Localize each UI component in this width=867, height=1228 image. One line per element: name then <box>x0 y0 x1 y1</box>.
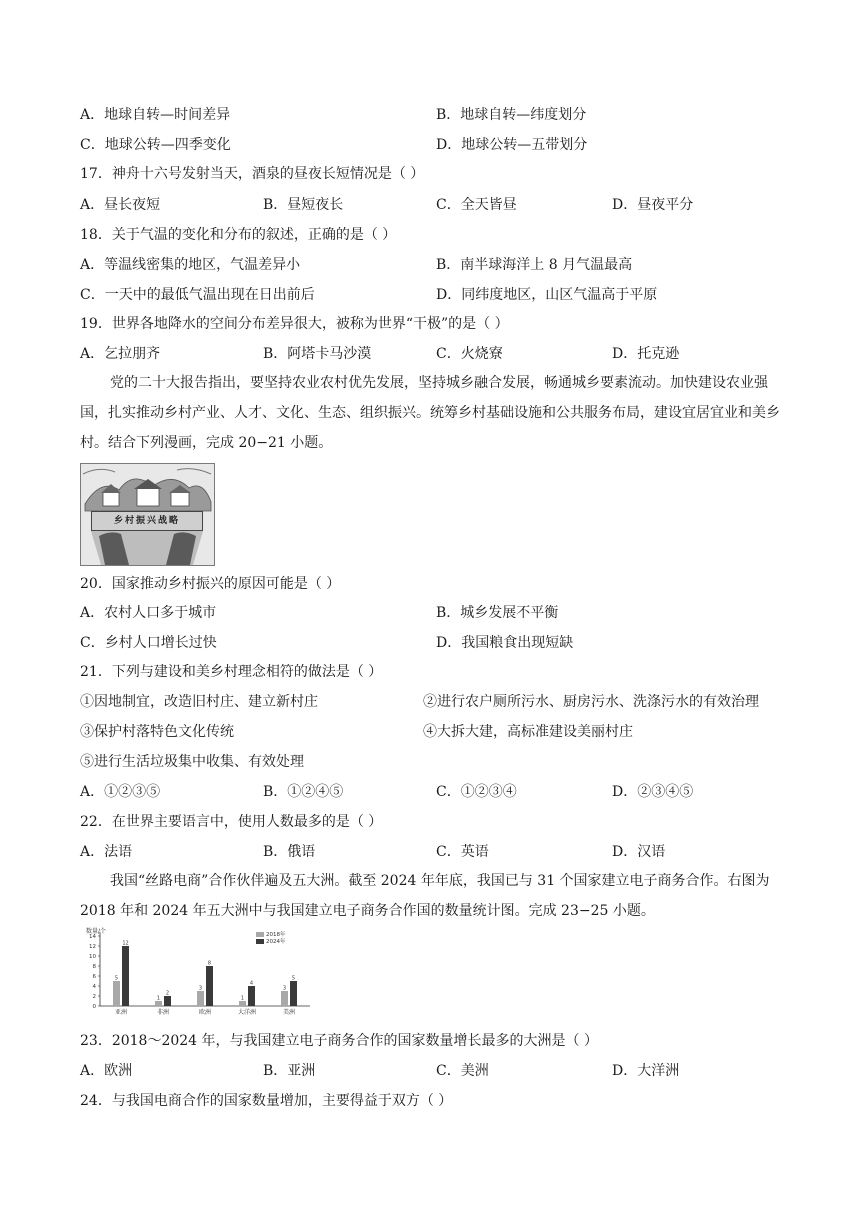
bar-value-label: 3 <box>282 985 287 992</box>
legend-label: 2024年 <box>266 939 286 945</box>
q21-statement-1: ①因地制宜，改造旧村庄、建立新村庄 <box>80 694 318 710</box>
bar <box>206 966 213 1006</box>
x-tick-label: 非洲 <box>156 1009 170 1016</box>
q22-option-b: B．俄语 <box>263 844 316 860</box>
bar-value-label: 2 <box>165 990 170 997</box>
bar <box>290 981 297 1006</box>
x-tick-label: 亚洲 <box>114 1009 128 1016</box>
bar-value-label: 4 <box>249 980 254 987</box>
q16-option-a: A．地球自转—时间差异 <box>80 107 231 123</box>
q21-option-c: C．①②③④ <box>436 784 517 800</box>
q23-option-c: C．美洲 <box>436 1063 489 1079</box>
q17-stem: 17．神舟十六号发射当天，酒泉的昼夜长短情况是（ ） <box>80 166 425 182</box>
bar <box>113 981 120 1006</box>
q20-option-c: C．乡村人口增长过快 <box>80 635 217 651</box>
q23-option-d: D．大洋洲 <box>612 1063 680 1079</box>
bar-value-label: 5 <box>114 975 119 982</box>
y-tick-label: 10 <box>89 954 96 960</box>
q20-stem: 20．国家推动乡村振兴的原因可能是（ ） <box>80 576 341 592</box>
x-tick-label: 大洋洲 <box>237 1009 257 1016</box>
q18-option-b: B．南半球海洋上 8 月气温最高 <box>436 257 633 273</box>
q17-option-b: B．昼短夜长 <box>263 197 344 213</box>
bar <box>281 991 288 1006</box>
q22-option-a: A．法语 <box>80 844 133 860</box>
q23-option-b: B．亚洲 <box>263 1063 316 1079</box>
bar-value-label: 1 <box>240 995 245 1002</box>
y-tick-label: 14 <box>89 934 96 940</box>
q20-option-d: D．我国粮食出现短缺 <box>436 635 574 651</box>
q16-option-c: C．地球公转—四季变化 <box>80 137 231 153</box>
passage-rural-revitalization <box>80 368 788 458</box>
x-tick-label: 美洲 <box>282 1009 296 1016</box>
q22-option-d: D．汉语 <box>612 844 666 860</box>
rural-revitalization-comic <box>80 463 215 566</box>
passage-rural-text: 党的二十大报告指出，要坚持农业农村优先发展，坚持城乡融合发展，畅通城乡要素流动。加快建设农业强国，扎实推动乡村产业、人才、文化、生态、组织振兴。统筹乡村基础设施和公共服务布局，建设宜居宜业和美乡村。结合下列漫画，完成 20−21 小题。 <box>80 375 780 451</box>
q23-option-a: A．欧洲 <box>80 1063 133 1079</box>
bar <box>239 1001 246 1006</box>
ecommerce-cooperation-bar-chart <box>78 926 318 1020</box>
q21-option-a: A．①②③⑤ <box>80 784 161 800</box>
q21-statement-5: ⑤进行生活垃圾集中收集、有效处理 <box>80 754 304 770</box>
y-axis-label: 数量/个 <box>86 928 107 935</box>
q21-option-d: D．②③④⑤ <box>612 784 694 800</box>
bar-value-label: 5 <box>291 975 296 982</box>
bar <box>164 996 171 1006</box>
q22-stem: 22．在世界主要语言中，使用人数最多的是（ ） <box>80 814 383 830</box>
q16-option-b: B．地球自转—纬度划分 <box>436 107 587 123</box>
q23-stem: 23．2018～2024 年，与我国建立电子商务合作的国家数量增长最多的大洲是（ ） <box>80 1033 598 1049</box>
q20-option-a: A．农村人口多于城市 <box>80 605 217 621</box>
q21-statement-4: ④大拆大建，高标准建设美丽村庄 <box>423 724 633 740</box>
bar-value-label: 3 <box>198 985 203 992</box>
q19-option-c: C．火烧寮 <box>436 346 503 362</box>
q17-option-c: C．全天皆昼 <box>436 197 517 213</box>
q19-option-b: B．阿塔卡马沙漠 <box>263 346 372 362</box>
q19-option-d: D．托克逊 <box>612 346 680 362</box>
x-tick-label: 欧洲 <box>198 1009 212 1016</box>
q18-stem: 18．关于气温的变化和分布的叙述，正确的是（ ） <box>80 227 397 243</box>
bar-value-label: 8 <box>207 960 212 967</box>
y-tick-label: 6 <box>92 974 96 980</box>
legend-swatch <box>256 932 264 937</box>
bar <box>155 1001 162 1006</box>
passage-silk-road-ecommerce <box>80 866 788 926</box>
q24-stem: 24．与我国电商合作的国家数量增加，主要得益于双方（ ） <box>80 1093 453 1109</box>
y-tick-label: 12 <box>89 944 96 950</box>
q19-stem: 19．世界各地降水的空间分布差异很大，被称为世界“干极”的是（ ） <box>80 316 509 332</box>
q21-statement-2: ②进行农户厕所污水、厨房污水、洗涤污水的有效治理 <box>423 694 759 710</box>
bar-value-label: 1 <box>156 995 161 1002</box>
q16-option-d: D．地球公转—五带划分 <box>436 137 588 153</box>
y-tick-label: 8 <box>92 964 96 970</box>
passage-ecommerce-text: 我国“丝路电商”合作伙伴遍及五大洲。截至 2024 年年底，我国已与 31 个国家建立电子商务合作。右图为 2018 年和 2024 年五大洲中与我国建立电子商务合作国的数量统计图。完成 23−25 小题。 <box>80 873 770 919</box>
q21-stem: 21．下列与建设和美乡村理念相符的做法是（ ） <box>80 664 383 680</box>
y-tick-label: 4 <box>92 984 96 990</box>
q21-option-b: B．①②④⑤ <box>263 784 344 800</box>
bar <box>122 946 129 1006</box>
y-tick-label: 0 <box>92 1004 96 1010</box>
legend-swatch <box>256 939 264 944</box>
legend-label: 2018年 <box>266 932 286 938</box>
comic-banner-label: 乡村振兴战略 <box>91 511 203 531</box>
bar-value-label: 12 <box>122 940 129 947</box>
q21-statement-3: ③保护村落特色文化传统 <box>80 724 234 740</box>
q17-option-a: A．昼长夜短 <box>80 197 161 213</box>
y-tick-label: 2 <box>92 994 96 1000</box>
bar-chart-svg <box>78 926 318 1020</box>
q18-option-a: A．等温线密集的地区，气温差异小 <box>80 257 301 273</box>
q19-option-a: A．乞拉朋齐 <box>80 346 161 362</box>
q18-option-d: D．同纬度地区，山区气温高于平原 <box>436 287 658 303</box>
q22-option-c: C．英语 <box>436 844 489 860</box>
q17-option-d: D．昼夜平分 <box>612 197 694 213</box>
q18-option-c: C．一天中的最低气温出现在日出前后 <box>80 287 315 303</box>
q20-option-b: B．城乡发展不平衡 <box>436 605 559 621</box>
bar <box>248 986 255 1006</box>
bar <box>197 991 204 1006</box>
